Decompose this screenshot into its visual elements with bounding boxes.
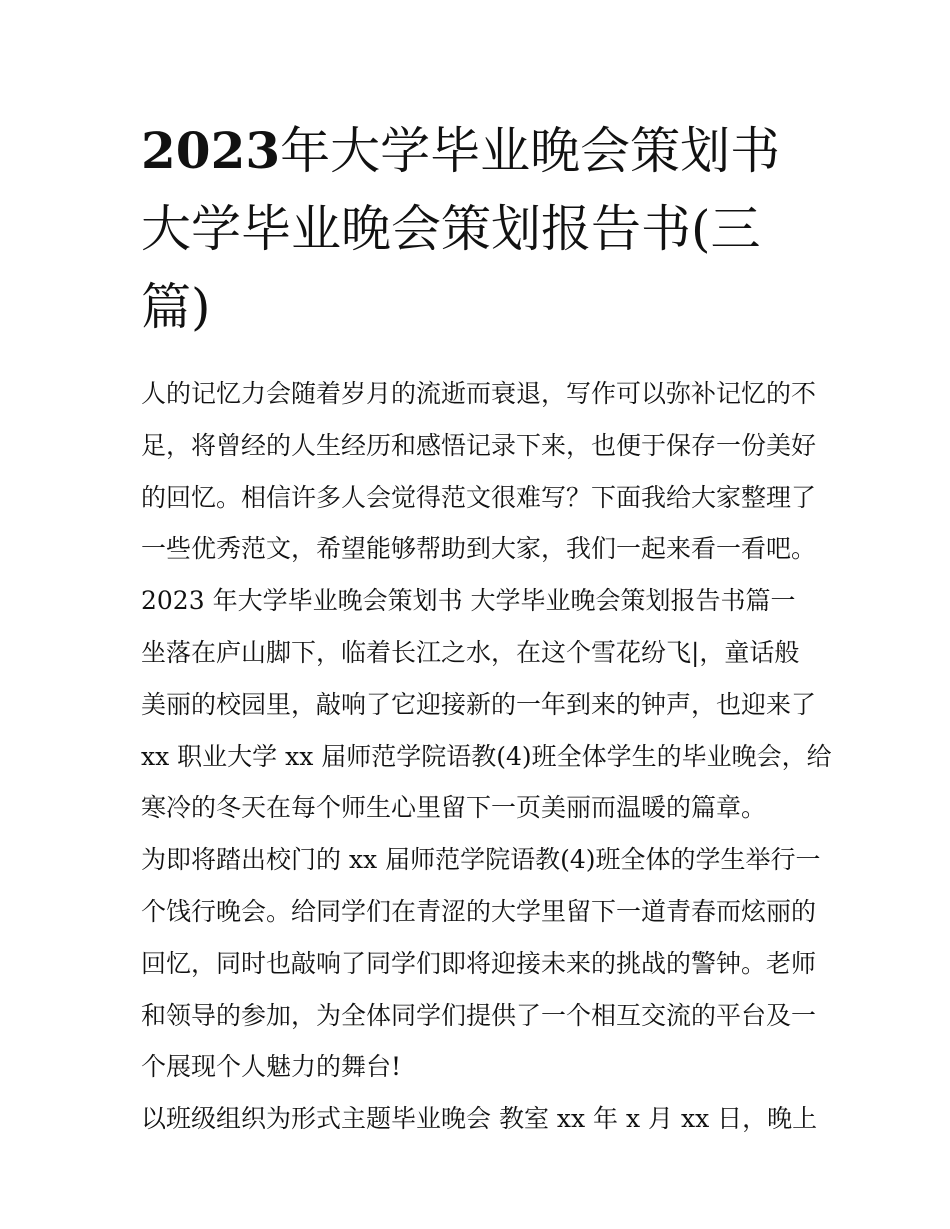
body-line: 回忆，同时也敲响了同学们即将迎接未来的挑战的警钟。老师 bbox=[141, 948, 817, 978]
section-heading: 2023 年大学毕业晚会策划书 大学毕业晚会策划报告书篇一 bbox=[141, 586, 796, 616]
document-title bbox=[141, 112, 821, 346]
body-line: 坐落在庐山脚下，临着长江之水，在这个雪花纷飞|，童话般 bbox=[141, 637, 800, 667]
body-line: 人的记忆力会随着岁月的流逝而衰退，写作可以弥补记忆的不 bbox=[141, 379, 817, 408]
body-line: 美丽的校园里，敲响了它迎接新的一年到来的钟声，也迎来了 bbox=[141, 689, 817, 719]
title-text: 篇) bbox=[141, 278, 211, 336]
title-text: 大学毕业晚会策划报告书(三 bbox=[141, 200, 761, 258]
title-line bbox=[141, 190, 821, 268]
body-line: xx 职业大学 xx 届师范学院语教(4)班全体学生的毕业晚会，给 bbox=[141, 741, 832, 771]
body-line: 的回忆。相信许多人会觉得范文很难写？下面我给大家整理了 bbox=[141, 482, 817, 512]
body-line: 足，将曾经的人生经历和感悟记录下来，也便于保存一份美好 bbox=[141, 430, 817, 460]
body-line: 为即将踏出校门的 xx 届师范学院语教(4)班全体的学生举行一 bbox=[141, 845, 821, 875]
document-page bbox=[141, 112, 832, 1145]
body-line: 一些优秀范文，希望能够帮助到大家，我们一起来看一看吧。 bbox=[141, 534, 817, 564]
body-line: 以班级组织为形式主题毕业晚会 教室 xx 年 x 月 xx 日，晚上 bbox=[141, 1104, 818, 1134]
body-line: 个展现个人魅力的舞台! bbox=[141, 1052, 402, 1082]
title-line bbox=[141, 268, 821, 346]
body-line: 个饯行晚会。给同学们在青涩的大学里留下一道青春而炫丽的 bbox=[141, 896, 817, 926]
body-line: 寒冷的冬天在每个师生心里留下一页美丽而温暖的篇章。 bbox=[141, 793, 767, 823]
body-line: 和领导的参加，为全体同学们提供了一个相互交流的平台及一 bbox=[141, 1000, 817, 1030]
title-line bbox=[141, 112, 821, 190]
title-year: 2023 bbox=[141, 121, 281, 180]
document-body bbox=[141, 368, 832, 1145]
title-text: 年大学毕业晚会策划书 bbox=[280, 122, 781, 180]
